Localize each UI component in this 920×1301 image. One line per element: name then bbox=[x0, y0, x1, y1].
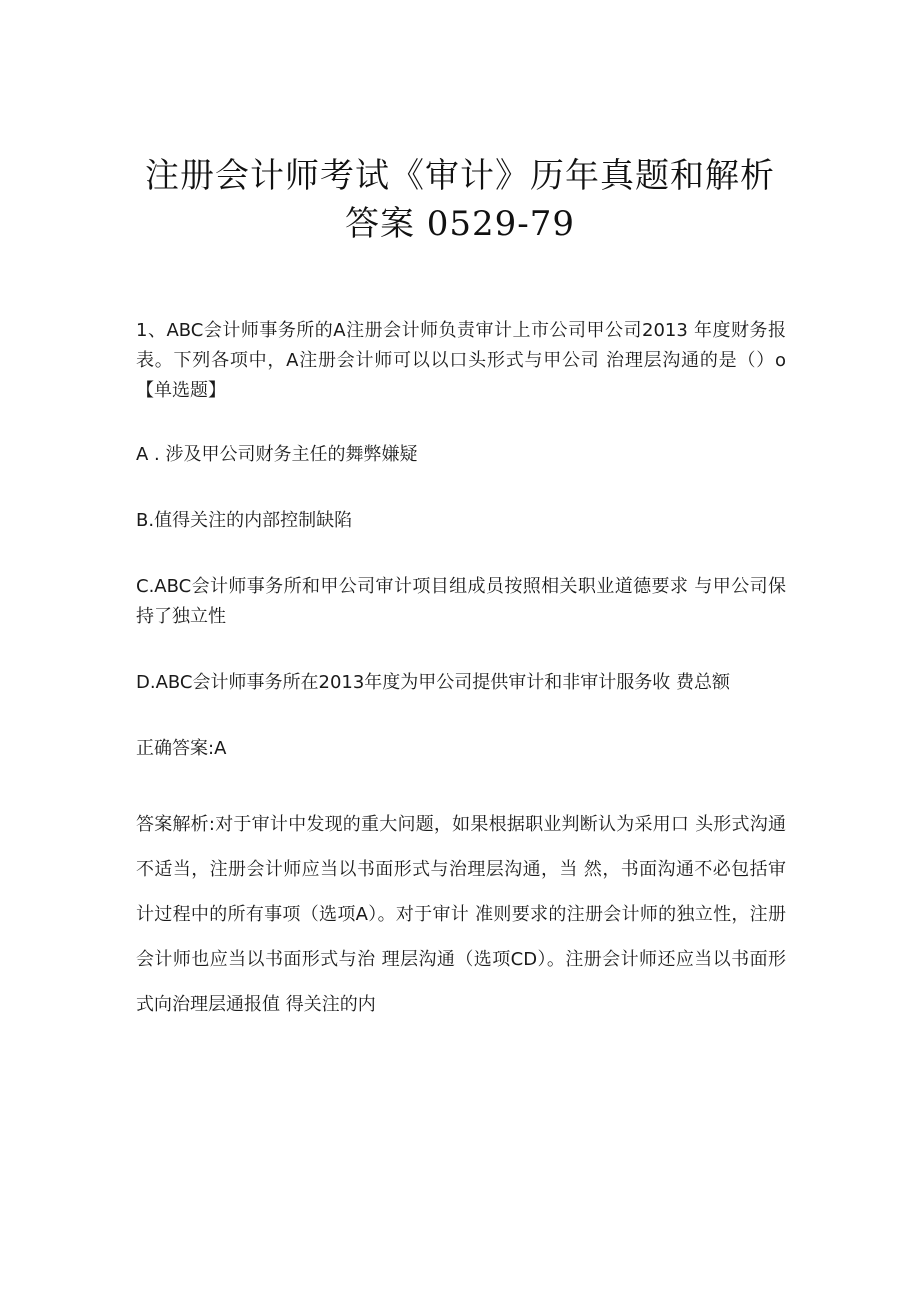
answer-explanation: 答案解析:对于审计中发现的重大问题，如果根据职业判断认为采用口 头形式沟通不适当，注册会计师应当以书面形式与治理层沟通，当 然，书面沟通不必包括审计过程中的所有事项（选项A）。对于审计 准则要求的注册会计师的独立性，注册会计师也应当以书面形式与治 理层沟通（选项CD）。注册会计师还应当以书面形式向治理层通报值 得关注的内 bbox=[136, 814, 786, 1015]
document-title: 注册会计师考试《审计》历年真题和解析 bbox=[145, 156, 775, 196]
option-c: C.ABC会计师事务所和甲公司审计项目组成员按照相关职业道德要求 与甲公司保持了独立性 bbox=[136, 576, 786, 627]
correct-answer: 正确答案:A bbox=[136, 738, 227, 759]
option-d: D.ABC会计师事务所在2013年度为甲公司提供审计和非审计服务收 费总额 bbox=[136, 672, 731, 693]
document-subtitle: 答案 0529-79 bbox=[344, 204, 576, 244]
option-b: B.值得关注的内部控制缺陷 bbox=[136, 510, 353, 531]
option-a: A . 涉及甲公司财务主任的舞弊嫌疑 bbox=[136, 444, 418, 465]
question-stem: 1、ABC会计师事务所的A注册会计师负责审计上市公司甲公司2013 年度财务报表。下列各项中，A注册会计师可以以口头形式与甲公司 治理层沟通的是（）o【单选题】 bbox=[136, 320, 786, 401]
question-block bbox=[136, 316, 786, 1027]
